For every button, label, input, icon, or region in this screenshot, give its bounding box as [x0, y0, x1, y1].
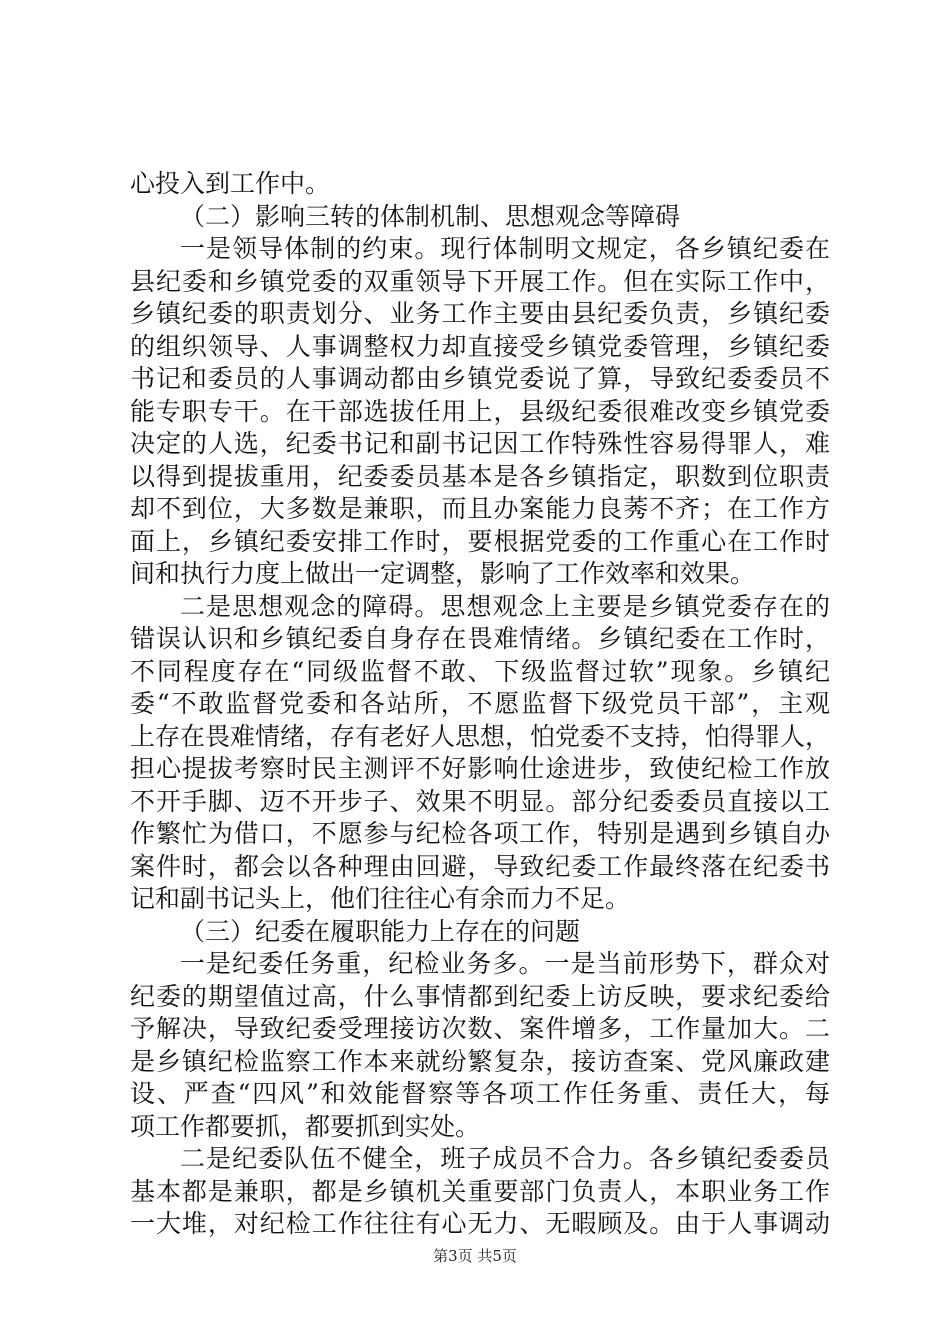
text-line: 决定的人选，纪委书记和副书记因工作特殊性容易得罪人，难 — [130, 429, 830, 458]
text-line: 的组织领导、人事调整权力却直接受乡镇党委管理，乡镇纪委 — [130, 331, 830, 361]
text-line: 能专职专干。在干部选拔任用上，县级纪委很难改变乡镇党委 — [130, 396, 830, 426]
section-heading: （三）纪委在履职能力上存在的问题 — [180, 916, 581, 946]
text-line: 作繁忙为借口，不愿参与纪检各项工作，特别是遇到乡镇自办 — [130, 819, 830, 848]
text-line: 面上，乡镇纪委安排工作时，要根据党委的工作重心在工作时 — [130, 526, 830, 556]
text-line: 心投入到工作中。 — [130, 169, 331, 198]
section-heading: （二）影响三转的体制机制、思想观念等障碍 — [180, 201, 681, 231]
text-line: 担心提拔考察时民主测评不好影响仕途进步，致使纪检工作放 — [130, 754, 830, 783]
text-line: 一大堆，对纪检工作往往有心无力、无暇顾及。由于人事调动 — [130, 1209, 830, 1238]
text-line: 不同程度存在“同级监督不敢、下级监督过软”现象。乡镇纪 — [130, 656, 830, 686]
text-line: 一是纪委任务重，纪检业务多。一是当前形势下，群众对 — [180, 949, 830, 978]
text-line: 项工作都要抓，都要抓到实处。 — [130, 1111, 481, 1141]
text-line: 记和副书记头上，他们往往心有余而力不足。 — [130, 884, 631, 913]
text-line: 不开手脚、迈不开步子、效果不明显。部分纪委委员直接以工 — [130, 786, 830, 816]
text-line: 是乡镇纪检监察工作本来就纷繁复杂，接访查案、党风廉政建 — [130, 1046, 830, 1076]
text-line: 一是领导体制的约束。现行体制明文规定，各乡镇纪委在 — [180, 234, 830, 263]
text-line: 却不到位，大多数是兼职，而且办案能力良莠不齐；在工作方 — [130, 494, 830, 523]
text-line: 二是思想观念的障碍。思想观念上主要是乡镇党委存在的 — [180, 591, 830, 621]
text-line: 乡镇纪委的职责划分、业务工作主要由县纪委负责，乡镇纪委 — [130, 299, 830, 328]
text-line: 予解决，导致纪委受理接访次数、案件增多，工作量加大。二 — [130, 1014, 830, 1043]
text-line: 以得到提拔重用，纪委委员基本是各乡镇指定，职数到位职责 — [130, 461, 830, 491]
text-line: 基本都是兼职，都是乡镇机关重要部门负责人，本职业务工作 — [130, 1176, 830, 1206]
text-line: 二是纪委队伍不健全，班子成员不合力。各乡镇纪委委员 — [180, 1144, 830, 1173]
text-line: 纪委的期望值过高，什么事情都到纪委上访反映，要求纪委给 — [130, 981, 830, 1011]
text-line: 委“不敢监督党委和各站所，不愿监督下级党员干部”，主观 — [130, 689, 830, 718]
text-line: 错误认识和乡镇纪委自身存在畏难情绪。乡镇纪委在工作时， — [130, 624, 830, 653]
text-line: 设、严查“四风”和效能督察等各项工作任务重、责任大，每 — [130, 1079, 830, 1108]
text-line: 书记和委员的人事调动都由乡镇党委说了算，导致纪委委员不 — [130, 364, 830, 393]
text-line: 案件时，都会以各种理由回避，导致纪委工作最终落在纪委书 — [130, 851, 830, 881]
text-line: 上存在畏难情绪，存有老好人思想，怕党委不支持，怕得罪人， — [130, 721, 831, 751]
text-line: 县纪委和乡镇党委的双重领导下开展工作。但在实际工作中， — [130, 266, 830, 296]
page-footer: 第3页 共5页 — [433, 1247, 517, 1265]
text-line: 间和执行力度上做出一定调整，影响了工作效率和效果。 — [130, 559, 756, 588]
